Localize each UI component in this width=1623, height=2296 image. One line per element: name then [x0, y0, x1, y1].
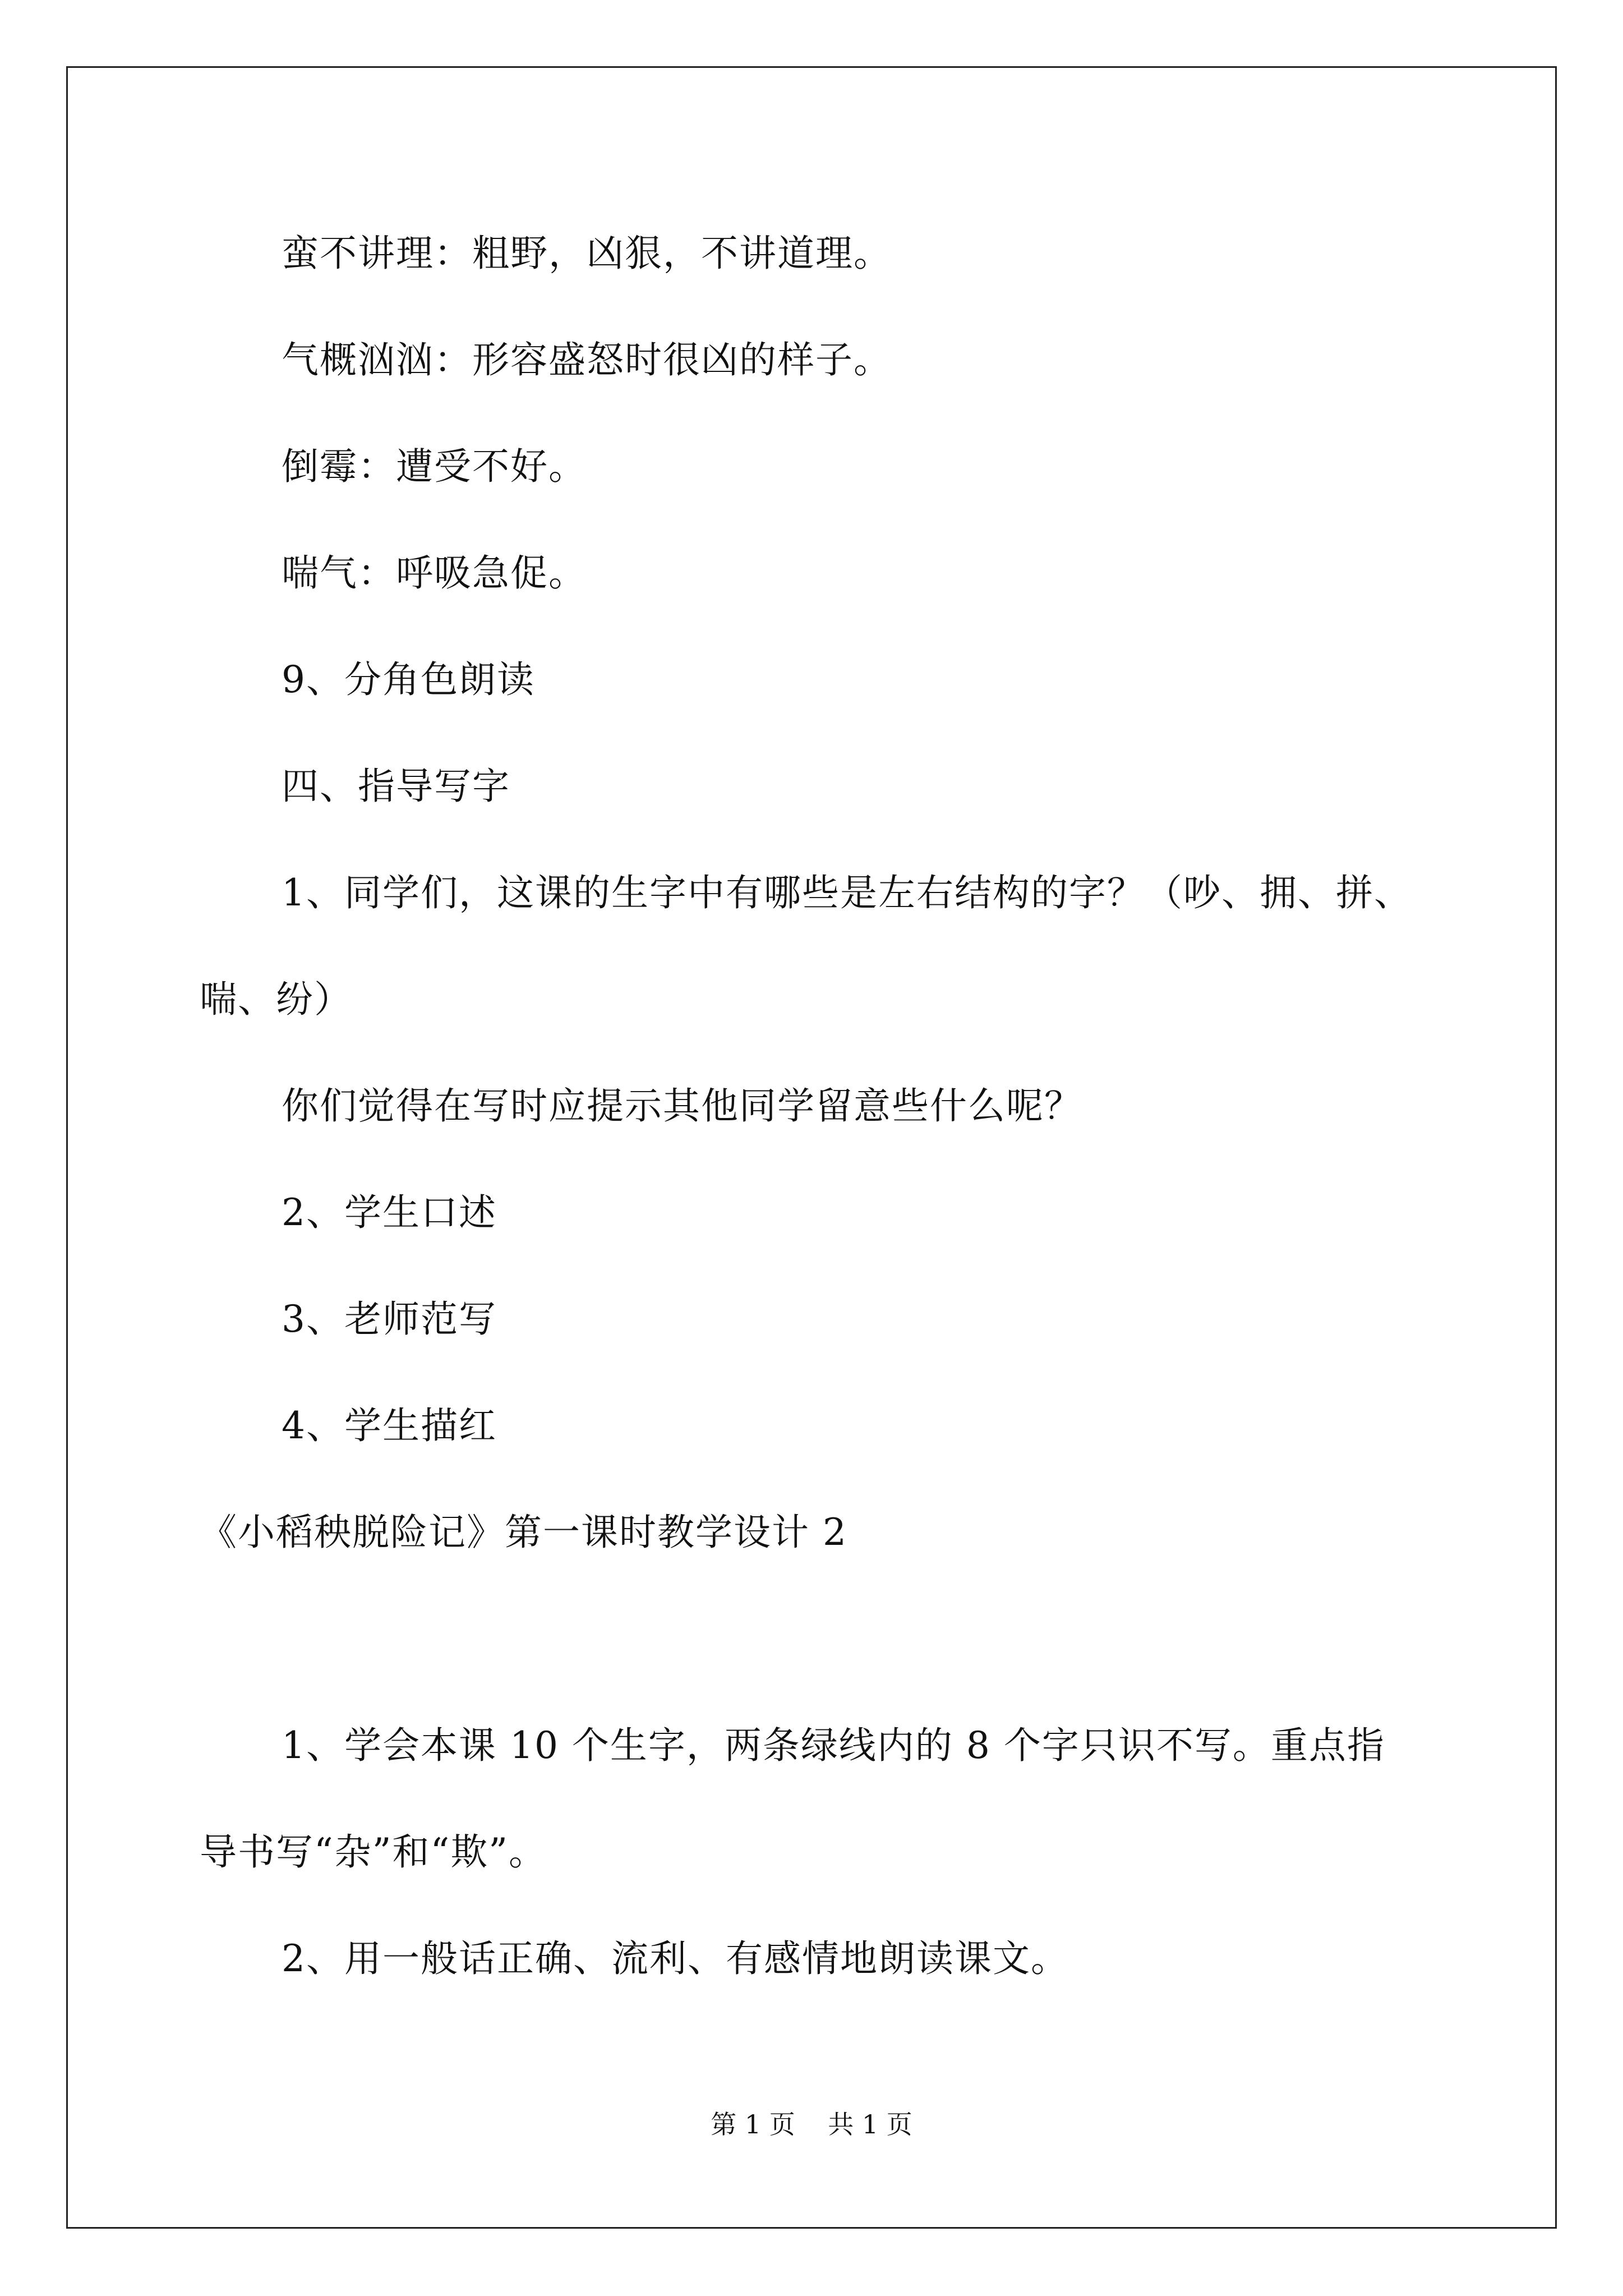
body-line-continuation: 喘、纷） [200, 978, 352, 1021]
body-line: 喘气：呼吸急促。 [282, 551, 587, 595]
body-line: 2、用一般话正确、流利、有感情地朗读课文。 [282, 1937, 1069, 1980]
body-line: 你们觉得在写时应提示其他同学留意些什么呢？ [282, 1084, 1082, 1128]
body-line: 倒霉：遭受不好。 [282, 445, 587, 488]
body-line: 3、老师范写 [282, 1297, 497, 1341]
body-line: 2、学生口述 [282, 1191, 497, 1234]
section-heading: 四、指导写字 [282, 765, 510, 808]
body-line-continuation: 导书写“杂”和“欺”。 [200, 1830, 547, 1874]
body-line: 9、分角色朗读 [282, 658, 535, 701]
body-line: 4、学生描红 [282, 1404, 497, 1447]
body-line: 1、同学们，这课的生字中有哪些是左右结构的字？（吵、拥、拼、 [282, 871, 1412, 914]
body-line: 气概汹汹：形容盛怒时很凶的样子。 [282, 338, 892, 381]
page-frame [66, 66, 1557, 2229]
body-line: 1、学会本课 10 个生字，两条绿线内的 8 个字只识不写。重点指 [282, 1724, 1385, 1767]
page-number-footer: 第 1 页 共 1 页 [711, 2109, 912, 2139]
document-title: 《小稻秧脱险记》第一课时教学设计 2 [200, 1511, 847, 1554]
body-line: 蛮不讲理：粗野，凶狠，不讲道理。 [282, 232, 892, 275]
